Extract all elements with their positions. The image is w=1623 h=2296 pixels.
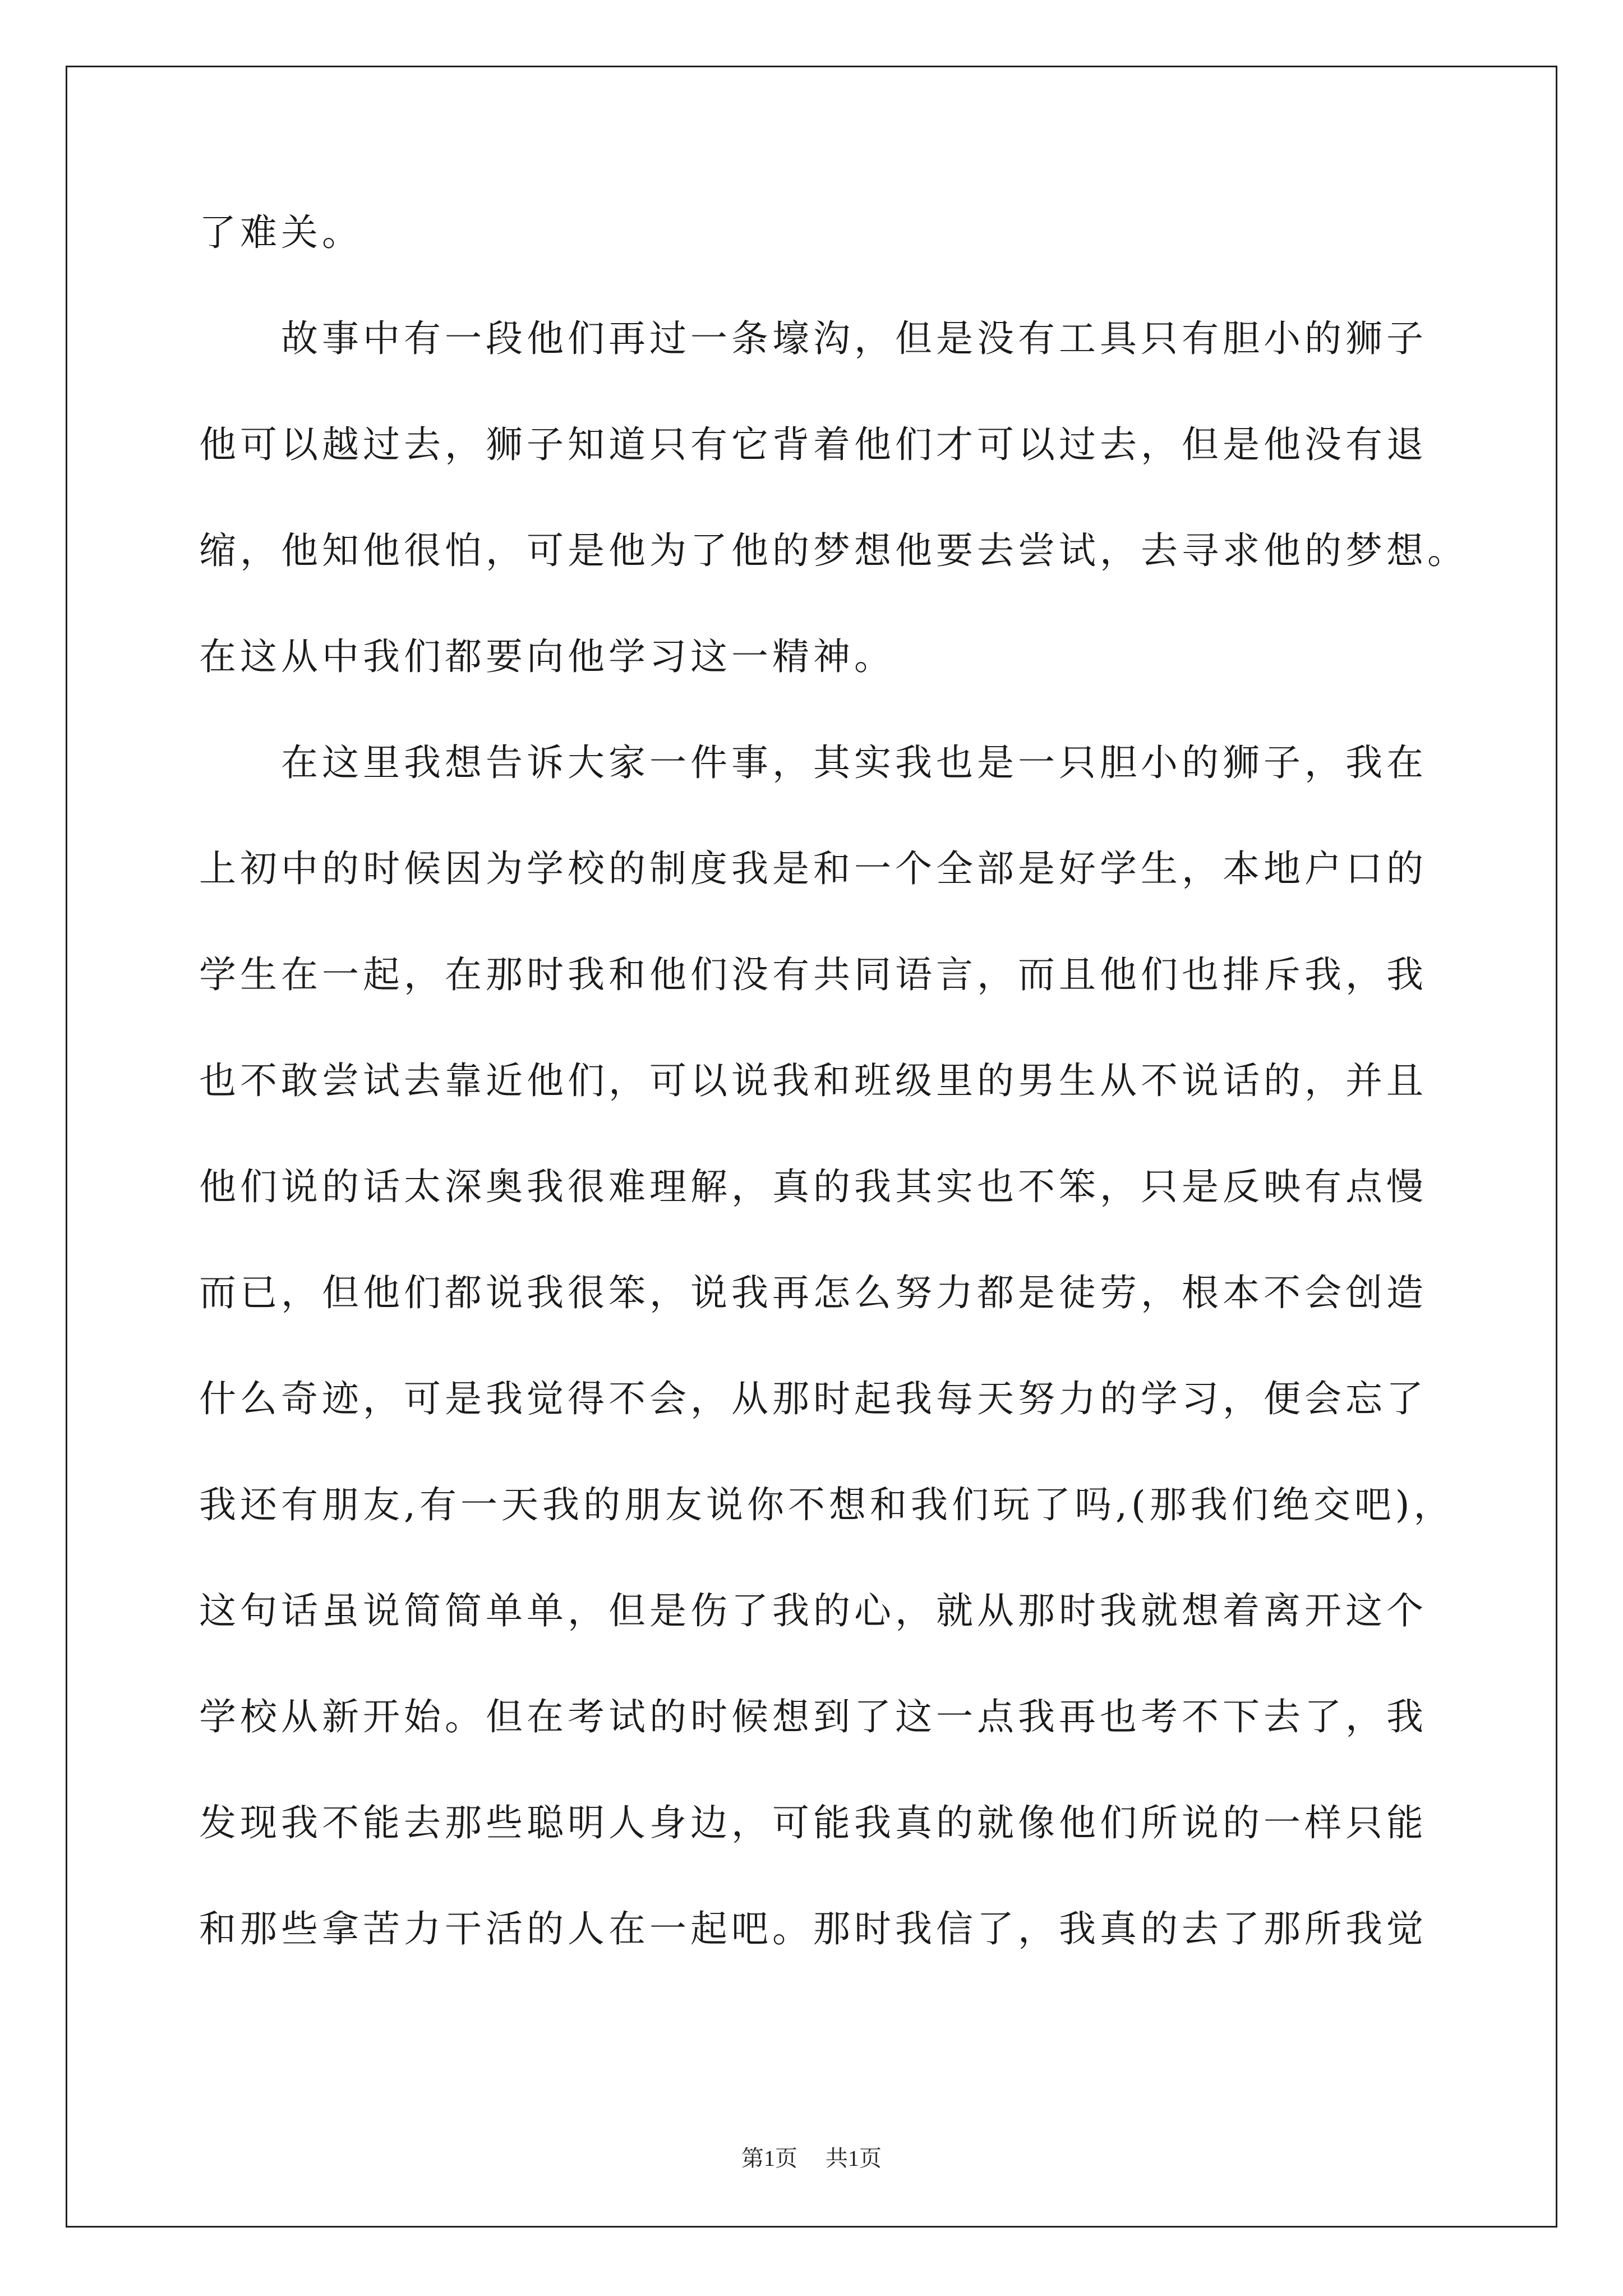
- text-line: 缩，他知他很怕，可是他为了他的梦想他要去尝试，去寻求他的梦想。: [199, 529, 1468, 572]
- text-line: 而已，但他们都说我很笨，说我再怎么努力都是徒劳，根本不会创造: [199, 1271, 1427, 1314]
- text-line: 我还有朋友,有一天我的朋友说你不想和我们玩了吗,(那我们绝交吧)，: [199, 1483, 1455, 1526]
- text-line: 在这从中我们都要向他学习这一精神。: [199, 635, 895, 678]
- text-line: 了难关。: [199, 211, 363, 254]
- text-line: 学校从新开始。但在考试的时候想到了这一点我再也考不下去了，我: [199, 1695, 1427, 1738]
- page-total: 共1页: [826, 2146, 882, 2171]
- text-line: 什么奇迹，可是我觉得不会，从那时起我每天努力的学习，便会忘了: [199, 1377, 1427, 1420]
- text-line: 他们说的话太深奥我很难理解，真的我其实也不笨，只是反映有点慢: [199, 1165, 1427, 1208]
- text-line: 这句话虽说简简单单，但是伤了我的心，就从那时我就想着离开这个: [199, 1589, 1427, 1632]
- text-line: 学生在一起，在那时我和他们没有共同语言，而且他们也排斥我，我: [199, 953, 1427, 996]
- text-line: 他可以越过去，狮子知道只有它背着他们才可以过去，但是他没有退: [199, 423, 1427, 466]
- page-footer: [0, 2141, 1623, 2173]
- document-body: [199, 211, 1468, 2018]
- text-line: 和那些拿苦力干活的人在一起吧。那时我信了，我真的去了那所我觉: [199, 1907, 1427, 1950]
- text-line: 也不敢尝试去靠近他们，可以说我和班级里的男生从不说话的，并且: [199, 1059, 1427, 1102]
- text-line: 上初中的时候因为学校的制度我是和一个全部是好学生，本地户口的: [199, 847, 1427, 890]
- page-number: 第1页: [741, 2146, 797, 2171]
- text-line: 在这里我想告诉大家一件事，其实我也是一只胆小的狮子，我在: [281, 741, 1427, 784]
- text-line: 发现我不能去那些聪明人身边，可能我真的就像他们所说的一样只能: [199, 1801, 1427, 1844]
- text-line: 故事中有一段他们再过一条壕沟，但是没有工具只有胆小的狮子: [281, 317, 1427, 360]
